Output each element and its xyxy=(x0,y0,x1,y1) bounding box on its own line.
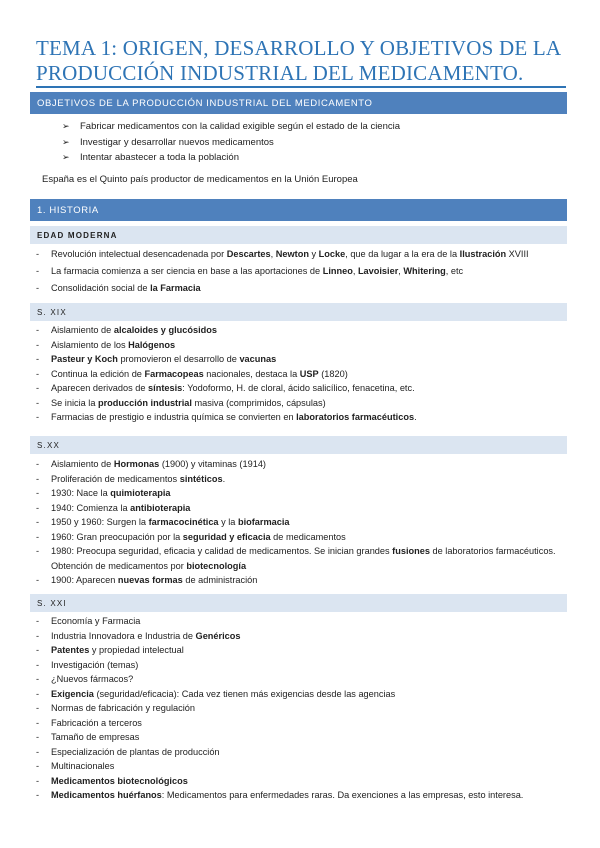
list-item-text: Consolidación social de xyxy=(51,283,151,293)
list-item-text: 1980: Preocupa seguridad, eficacia y calidad de medicamentos. Se inician grandes xyxy=(51,546,393,556)
list-item xyxy=(36,745,571,760)
list-item-text: : Medicamentos para enfermedades raras. Da exenciones a las empresas, esto interesa. xyxy=(161,790,524,800)
list-item-text: Exigencia xyxy=(51,688,94,699)
list-item-text: biotecnología xyxy=(186,560,247,571)
dash-bullet: - xyxy=(36,502,40,513)
arrow-bullet-icon: ➢ xyxy=(62,152,70,162)
list-item-text: , etc xyxy=(445,266,464,276)
list-item-text: seguridad y eficacia xyxy=(182,531,271,542)
list-item-text: . xyxy=(414,412,417,422)
dash-bullet: - xyxy=(36,368,40,379)
list-item-text: nuevas formas xyxy=(117,575,183,585)
list-item-text: y xyxy=(308,249,319,259)
list-item-text: Linneo xyxy=(322,266,353,276)
list-item xyxy=(36,367,571,382)
list-item-text: Industria Innovadora e Industria de xyxy=(51,630,196,641)
list-item-text: Whitering xyxy=(403,266,446,276)
list-item-text: Revolución intelectual desencadenada por xyxy=(51,249,227,259)
document-title xyxy=(36,36,576,86)
dash-bullet: - xyxy=(36,412,40,422)
list-item-text: Economía y Farmacia xyxy=(51,616,141,626)
list-item-text: Normas de fabricación y regulación xyxy=(51,703,196,713)
s-xix-list xyxy=(36,323,571,425)
objetivos-header: OBJETIVOS DE LA PRODUCCIÓN INDUSTRIAL DEL MEDICAMENTO xyxy=(30,92,567,114)
list-item-text: , xyxy=(270,249,276,259)
list-item xyxy=(36,501,571,516)
dash-bullet: - xyxy=(36,790,40,800)
list-item-text: (seguridad/eficacia): Cada vez tienen más exigencias desde las agencias xyxy=(93,688,396,699)
list-item xyxy=(36,658,571,673)
edad-moderna-header: EDAD MODERNA xyxy=(30,226,567,244)
list-item xyxy=(36,381,571,396)
objetivos-list xyxy=(60,119,400,166)
list-item-text: Newton xyxy=(275,249,309,259)
list-item-text: XVIII xyxy=(506,249,529,259)
list-item xyxy=(36,672,571,687)
list-item-text: y la xyxy=(218,517,238,527)
list-item-text: Fabricación a terceros xyxy=(51,717,142,728)
edad-moderna-list xyxy=(36,246,571,297)
list-item xyxy=(36,410,571,425)
list-item xyxy=(36,486,571,501)
list-item-text: 1940: Comienza la xyxy=(51,502,131,513)
list-item-text: Medicamentos biotecnológicos xyxy=(51,775,188,786)
list-item: ➢ Intentar abastecer a toda la población xyxy=(60,150,400,166)
objetivos-note: España es el Quinto país productor de medicamentos en la Unión Europea xyxy=(42,174,358,185)
list-item-text: Farmacopeas xyxy=(144,368,204,379)
dash-bullet: - xyxy=(36,339,40,350)
list-item xyxy=(36,338,571,353)
list-item xyxy=(36,730,571,745)
list-item-text: Lavoisier xyxy=(357,266,399,276)
list-item-text: Locke xyxy=(318,249,346,259)
list-item xyxy=(36,544,571,573)
arrow-bullet-icon: ➢ xyxy=(62,121,70,131)
dash-bullet: - xyxy=(36,325,40,335)
list-item xyxy=(36,614,571,629)
list-item-text: USP xyxy=(299,368,319,379)
list-item-text: masiva (comprimidos, cápsulas) xyxy=(191,397,326,408)
list-item-text: Pasteur y Koch xyxy=(51,354,118,364)
list-item-text: , que da lugar a la era de la xyxy=(345,249,460,259)
s-xx-list xyxy=(36,457,571,588)
dash-bullet: - xyxy=(36,703,40,713)
title-line-1: TEMA 1: ORIGEN, DESARROLLO Y OBJETIVOS DE LA xyxy=(36,36,562,60)
dash-bullet: - xyxy=(36,732,40,742)
list-item-text: de laboratorios farmacéuticos. Obtención de medicamentos por xyxy=(51,546,556,571)
list-item: ➢ Fabricar medicamentos con la calidad exigible según el estado de la ciencia xyxy=(60,119,400,135)
list-item xyxy=(36,573,571,588)
list-item-text: Tamaño de empresas xyxy=(51,732,140,742)
arrow-bullet-icon: ➢ xyxy=(62,136,70,147)
dash-bullet: - xyxy=(36,616,40,626)
list-item xyxy=(36,701,571,716)
list-item-text: Continua la edición de xyxy=(51,368,145,379)
list-item-text: Farmacias de prestigio e industria química se convierten en xyxy=(51,412,297,422)
list-item xyxy=(36,352,571,367)
list-item-text: vacunas xyxy=(239,354,277,364)
dash-bullet: - xyxy=(36,717,40,728)
list-item xyxy=(36,396,571,411)
list-item-text: Halógenos xyxy=(128,339,176,350)
title-underline xyxy=(36,86,566,88)
list-item xyxy=(36,530,571,545)
list-item-text: y propiedad intelectual xyxy=(89,645,184,655)
list-item-text: Ilustración xyxy=(459,249,507,259)
list-item xyxy=(36,687,571,702)
dash-bullet: - xyxy=(36,266,40,276)
list-item-text: , xyxy=(352,266,358,276)
dash-bullet: - xyxy=(36,674,40,684)
list-item-text: (1900) y vitaminas (1914) xyxy=(159,459,266,469)
list-item-text: fusiones xyxy=(392,546,430,556)
dash-bullet: - xyxy=(36,459,40,469)
s-xx-header: S.XX xyxy=(30,436,567,454)
list-item-text: Patentes xyxy=(51,645,90,655)
list-item-text: de medicamentos xyxy=(270,531,346,542)
list-item xyxy=(36,323,571,338)
list-item-text: , xyxy=(398,266,404,276)
list-item-text: Se inicia la xyxy=(51,397,98,408)
list-item-text: 1900: Aparecen xyxy=(51,575,118,585)
dash-bullet: - xyxy=(36,517,40,527)
list-item-text: Especialización de plantas de producción xyxy=(51,746,220,757)
list-item-text: Investigación (temas) xyxy=(51,659,139,670)
dash-bullet: - xyxy=(36,249,40,259)
list-item-text: 1930: Nace la xyxy=(51,488,111,498)
list-item-text: : Yodoformo, H. de cloral, ácido salicílico, fenacetina, etc. xyxy=(182,383,415,393)
list-item-text: alcaloides y glucósidos xyxy=(113,325,217,335)
list-item-text: de administración xyxy=(182,575,258,585)
list-item-text: laboratorios farmacéuticos xyxy=(296,412,415,422)
list-item xyxy=(36,643,571,658)
list-item-text: biofarmacia xyxy=(237,517,290,527)
dash-bullet: - xyxy=(36,354,40,364)
dash-bullet: - xyxy=(36,688,40,699)
list-item-text: Descartes xyxy=(226,249,271,259)
dash-bullet: - xyxy=(36,473,40,484)
list-item: ➢ Investigar y desarrollar nuevos medicamentos xyxy=(60,135,400,151)
list-item xyxy=(36,472,571,487)
dash-bullet: - xyxy=(36,383,40,393)
list-item xyxy=(36,629,571,644)
title-line-2: PRODUCCIÓN INDUSTRIAL DEL MEDICAMENTO. xyxy=(36,61,524,85)
dash-bullet: - xyxy=(36,645,40,655)
list-item-text: Genéricos xyxy=(195,630,241,641)
list-item-text: Aislamiento de xyxy=(51,325,114,335)
list-item xyxy=(36,280,571,297)
list-item-text: ¿Nuevos fármacos? xyxy=(51,674,134,684)
list-item-text: farmacocinética xyxy=(148,517,219,527)
list-item-text: Aparecen derivados de xyxy=(51,383,149,393)
list-item xyxy=(36,716,571,731)
list-item-text: La farmacia comienza a ser ciencia en base a las aportaciones de xyxy=(51,266,323,276)
dash-bullet: - xyxy=(36,775,40,786)
s-xxi-header: S. XXI xyxy=(30,594,567,612)
list-item-text: Proliferación de medicamentos xyxy=(51,473,180,484)
dash-bullet: - xyxy=(36,283,40,293)
list-item-text: antibioterapia xyxy=(130,502,191,513)
dash-bullet: - xyxy=(36,546,40,556)
dash-bullet: - xyxy=(36,630,40,641)
dash-bullet: - xyxy=(36,761,40,771)
list-item-text: Aislamiento de los xyxy=(51,339,129,350)
list-item-text: producción industrial xyxy=(97,397,192,408)
list-item xyxy=(36,788,571,803)
list-item-text: Hormonas xyxy=(113,459,160,469)
list-item-text: 1960: Gran preocupación por la xyxy=(51,531,183,542)
dash-bullet: - xyxy=(36,488,40,498)
list-item-text: quimioterapia xyxy=(110,488,171,498)
list-item-text: Medicamentos huérfanos xyxy=(51,790,162,800)
list-item xyxy=(36,774,571,789)
list-item xyxy=(36,759,571,774)
list-item xyxy=(36,515,571,530)
list-item-text: (1820) xyxy=(318,368,348,379)
dash-bullet: - xyxy=(36,746,40,757)
list-item-text: sintéticos xyxy=(179,473,223,484)
list-item-text: promovieron el desarrollo de xyxy=(117,354,240,364)
dash-bullet: - xyxy=(36,531,40,542)
historia-header: 1. HISTORIA xyxy=(30,199,567,221)
dash-bullet: - xyxy=(36,659,40,670)
list-item-text: 1950 y 1960: Surgen la xyxy=(51,517,149,527)
list-item-text: Aislamiento de xyxy=(51,459,114,469)
list-item-text: . xyxy=(222,473,226,484)
list-item xyxy=(36,246,571,263)
list-item-text: síntesis xyxy=(148,383,183,393)
list-item-text: la Farmacia xyxy=(150,283,201,293)
list-item-text: Multinacionales xyxy=(51,761,115,771)
list-item xyxy=(36,457,571,472)
s-xxi-list xyxy=(36,614,571,803)
dash-bullet: - xyxy=(36,575,40,585)
list-item-text: nacionales, destaca la xyxy=(203,368,300,379)
dash-bullet: - xyxy=(36,397,40,408)
s-xix-header: S. XIX xyxy=(30,303,567,321)
list-item xyxy=(36,263,571,280)
